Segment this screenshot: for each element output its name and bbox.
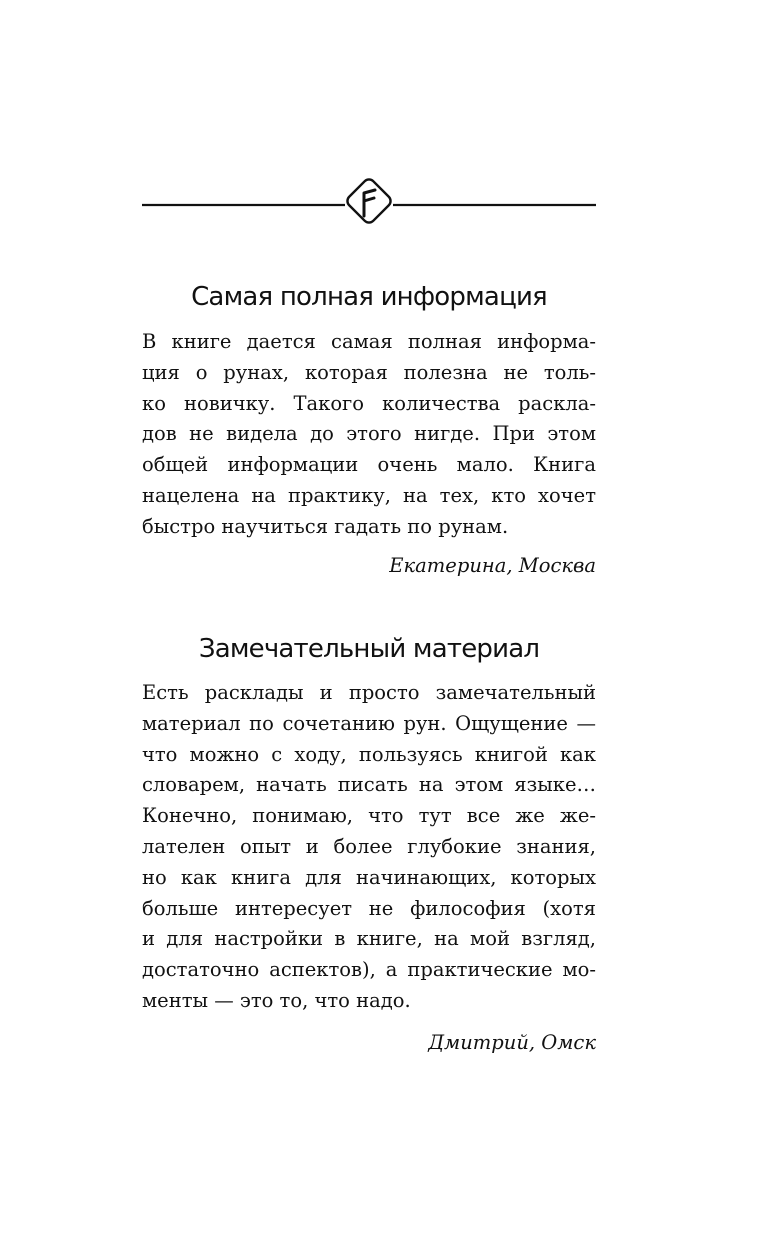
text-line: менты — это то, что надо. xyxy=(142,988,411,1012)
text-line: ция о рунах, которая полезна не толь- xyxy=(142,360,596,384)
text-line: материал по сочетанию рун. Ощущение — xyxy=(142,711,596,735)
text-line: быстро научиться гадать по рунам. xyxy=(142,514,509,538)
text-line: но как книга для начинающих, которых xyxy=(142,865,596,889)
text-line: больше интересует не философия (хотя xyxy=(142,896,596,920)
rune-divider xyxy=(142,176,596,234)
text-line: достаточно аспектов), а практические мо- xyxy=(142,958,596,982)
text-line: Конечно, понимаю, что тут все же же- xyxy=(142,804,596,828)
text-line: ко новичку. Такого количества раскла- xyxy=(142,391,596,415)
text-line: словарем, начать писать на этом языке… xyxy=(142,773,596,797)
review-title: Замечательный материал xyxy=(198,634,540,664)
text-line: Есть расклады и просто замечательный xyxy=(142,681,596,704)
fehu-rune-icon xyxy=(142,176,596,234)
text-line: и для настройки в книге, на мой взгляд, xyxy=(142,927,596,951)
review-title: Самая полная информация xyxy=(191,282,547,312)
review-text xyxy=(142,678,596,1017)
text-line: что можно с ходу, пользуясь книгой как xyxy=(142,742,596,766)
text-line: лателен опыт и более глубокие знания, xyxy=(142,834,596,858)
text-line: нацелена на практику, на тех, кто хочет xyxy=(142,483,596,507)
review-text xyxy=(142,327,596,543)
text-line: В книге дается самая полная информа- xyxy=(142,330,596,353)
review-author: Дмитрий, Омск xyxy=(428,1031,596,1054)
review-author: Екатерина, Москва xyxy=(389,554,596,577)
text-line: дов не видела до этого нигде. При этом xyxy=(142,422,596,446)
text-line: общей информации очень мало. Книга xyxy=(142,453,596,477)
